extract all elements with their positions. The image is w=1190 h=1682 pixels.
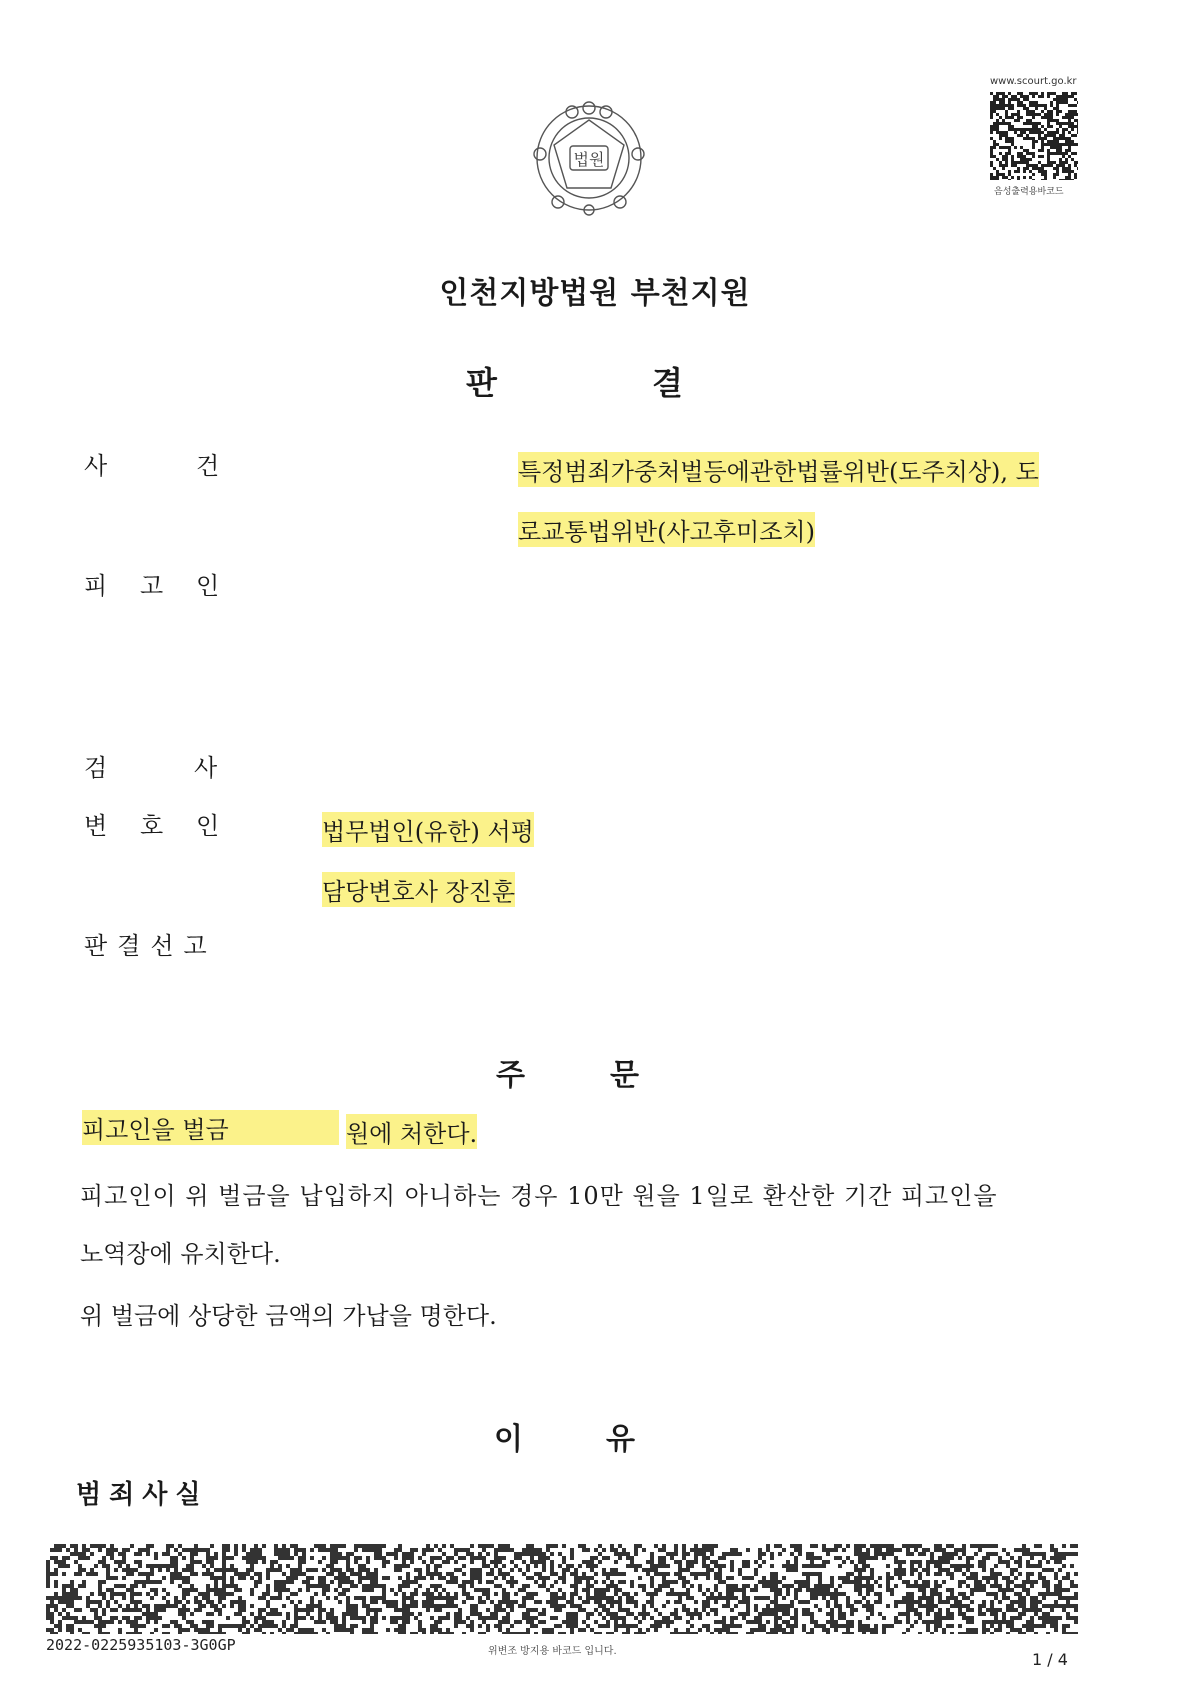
label-sentence-date: 판결선고 [84, 932, 217, 960]
order-fine-line-a: 피고인을 벌금 [82, 1110, 339, 1145]
case-name-line2: 로교통법위반(사고후미조치) [518, 512, 815, 547]
reason-heading-2: 유 [606, 1422, 635, 1457]
qr-url: www.scourt.go.kr [990, 76, 1077, 87]
document-id: 2022-0225935103-3G0GP [46, 1636, 236, 1654]
document-title-char-1: 판 [466, 364, 497, 402]
barcode-caption: 위변조 방지용 바코드 입니다. [488, 1646, 617, 1657]
label-prosecutor-1: 검 [84, 754, 108, 782]
label-case-2: 건 [196, 452, 220, 480]
anti-forgery-barcode [46, 1544, 1078, 1634]
label-defendant-2: 고 [140, 572, 164, 600]
order-heading-1: 주 [496, 1058, 525, 1093]
svg-text:법원: 법원 [573, 150, 605, 169]
order-detention-line1: 피고인이 위 벌금을 납입하지 아니하는 경우 10만 원을 1일로 환산한 기간 피고인을 [80, 1182, 998, 1210]
label-attorney-3: 인 [196, 812, 220, 840]
label-defendant-3: 인 [196, 572, 220, 600]
document-title-char-2: 결 [652, 364, 683, 402]
qr-caption: 음성출력용바코드 [994, 187, 1064, 197]
reason-heading-1: 이 [494, 1422, 523, 1457]
label-prosecutor-2: 사 [194, 754, 218, 782]
label-attorney-1: 변 [84, 812, 108, 840]
label-attorney-2: 호 [140, 812, 164, 840]
criminal-facts-heading: 범죄사실 [76, 1480, 209, 1510]
order-detention-line2: 노역장에 유치한다. [80, 1240, 281, 1268]
court-name: 인천지방법원 부천지원 [439, 276, 751, 311]
order-provisional-payment: 위 벌금에 상당한 금액의 가납을 명한다. [80, 1302, 497, 1330]
label-defendant-1: 피 [84, 572, 108, 600]
attorney-firm: 법무법인(유한) 서평 [322, 812, 534, 847]
case-name-line1: 특정범죄가중처벌등에관한법률위반(도주치상), 도 [518, 452, 1039, 487]
label-case-1: 사 [84, 452, 108, 480]
attorney-lawyer: 담당변호사 장진훈 [322, 872, 515, 907]
page-number: 1 / 4 [1032, 1650, 1068, 1669]
order-heading-2: 문 [610, 1058, 639, 1093]
order-fine-line-b: 원에 처한다. [346, 1114, 477, 1149]
court-seal-emblem [530, 98, 648, 216]
qr-code [990, 92, 1078, 180]
